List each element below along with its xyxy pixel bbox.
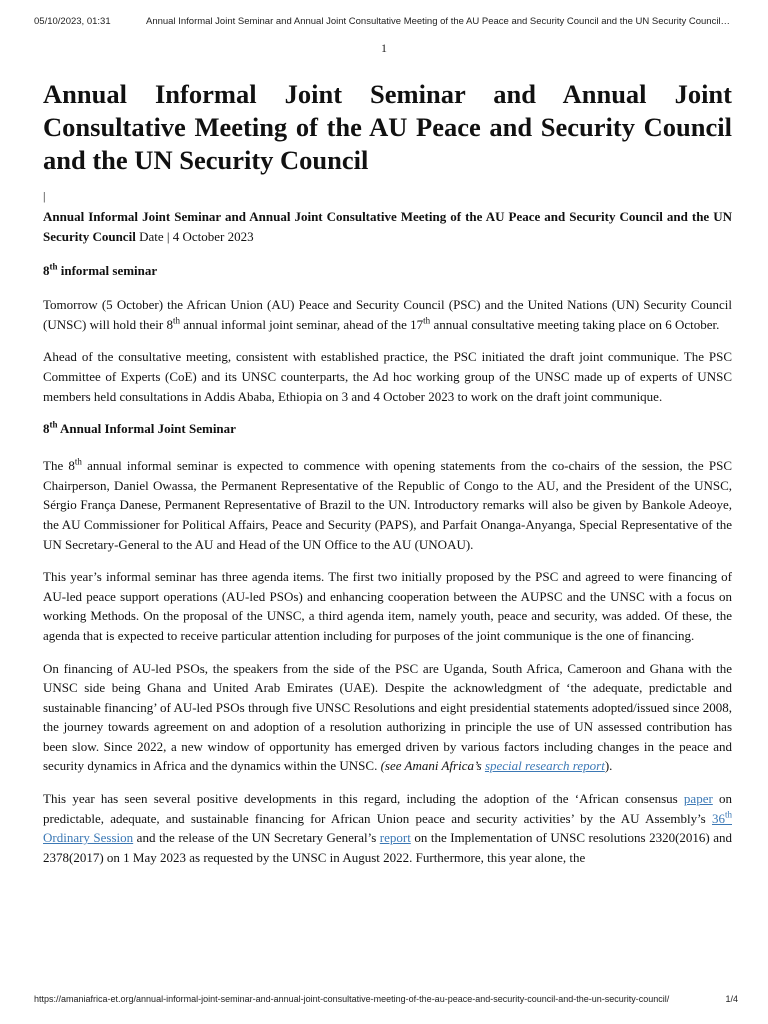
separator: | bbox=[43, 189, 46, 203]
ordinary-session-link[interactable]: 36th Ordinary Session bbox=[43, 809, 732, 846]
paragraph: On financing of AU-led PSOs, the speakers from the side of the PSC are Uganda, South Africa, Cameroon and Ghana with the UNSC side being Ghana and United Arab Emirates (UAE). Despite the acknowledgment of ‘the adequate, predictable and sustainable financing’ of AU-led PSOs through five UNSC Resolutions and eight presidential statements adopted/issued since 2008, the journey towards agreement on and adoption of a resolution authorizing in principle the use of UN assessed contribution has been slow. Since 2022, a new window of opportunity has emerged driven by various factors including changes in the peace and security dynamics in Africa and the dynamics within the UNSC. (see Amani Africa’s special research report). bbox=[43, 660, 732, 774]
paragraph: This year has seen several positive developments in this regard, including the adoption of the ‘African consensus paper on predictable, adequate, and sustainable financing for African Union peace and security activities’ by the AU Assembly’s 36th Ordinary Session and the release of the UN Secretary General’s report on the Implementation of UNSC resolutions 2320(2016) and 2378(2017) on 1 May 2023 as requested by the UNSC in August 2022. Furthermore, this year alone, the bbox=[43, 791, 733, 865]
paragraph: This year’s informal seminar has three agenda items. The first two initially proposed by the PSC and agreed to were financing of AU-led peace support operations (AU-led PSOs) and enhancing cooperation between the AUPSC and the UNSC with a focus on working Methods. On the proposal of the UNSC, a third agenda item, namely youth, peace and security, was added. Of these, the agenda that is expected to receive particular attention including for purposes of the joint communique is the one of financing. bbox=[43, 569, 732, 643]
paragraph: Tomorrow (5 October) the African Union (AU) Peace and Security Council (PSC) and the United Nations (UN) Security Council (UNSC) will hold their 8th annual informal joint seminar, ahead of the 17th annual consultative meeting taking place on 6 October. bbox=[43, 297, 732, 332]
print-footer bbox=[34, 994, 738, 1004]
section-heading-informal-seminar: 8th informal seminar bbox=[43, 261, 158, 279]
print-doc-title: Annual Informal Joint Seminar and Annual Joint Consultative Meeting of the AU Peace and Security Council and the UN Security Council… bbox=[146, 16, 731, 27]
paragraph: Ahead of the consultative meeting, consistent with established practice, the PSC initiated the draft joint communique. The PSC Committee of Experts (CoE) and its UNSC counterparts, the Ad hoc working group of the UNSC made up of experts of UNSC members held consultations in Addis Ababa, Ethiopia on 3 and 4 October 2023 to work on the draft joint communique. bbox=[43, 349, 732, 404]
special-research-report-link[interactable]: special research report bbox=[484, 758, 605, 774]
intro-bold-title: Annual Informal Joint Seminar and Annual Joint Consultative Meeting of the AU Peace and Security Council and the UN Security Council bbox=[43, 209, 732, 244]
sg-report-link[interactable]: report bbox=[379, 830, 411, 846]
page-number-top: 1 bbox=[381, 41, 387, 55]
print-timestamp: 05/10/2023, 01:31 bbox=[34, 16, 111, 27]
print-header bbox=[34, 16, 738, 27]
intro-date: Date | 4 October 2023 bbox=[135, 228, 254, 244]
footer-url: https://amaniafrica-et.org/annual-informal-joint-seminar-and-annual-joint-consultative-meeting-of-the-au-peace-and-security-council-and-the-un-security-council/ bbox=[34, 994, 670, 1004]
page-title: Annual Informal Joint Seminar and Annual Joint Consultative Meeting of the AU Peace and Security Council and the UN Security Council bbox=[43, 79, 732, 175]
paragraph: The 8th annual informal seminar is expected to commence with opening statements from the co-chairs of the session, the PSC Chairperson, Daniel Owassa, the Permanent Representative of the Republic of Congo to the AU, and the President of the UNSC, Sérgio França Danese, Permanent Representative of Brazil to the UN. Introductory remarks will also be given by Bankole Adeoye, the AU Commissioner for Political Affairs, Peace and Security (PAPS), and Parfait Onanga-Anyanga, Special Representative of the UN Secretary-General to the AU and Head of the UN Office to the AU (UNOAU). bbox=[43, 456, 732, 552]
section-heading-annual-seminar: 8th Annual Informal Joint Seminar bbox=[43, 419, 236, 437]
footer-page-count: 1/4 bbox=[725, 994, 738, 1004]
article-body bbox=[43, 78, 732, 867]
intro-line bbox=[43, 207, 732, 246]
consensus-paper-link[interactable]: paper bbox=[683, 791, 713, 807]
